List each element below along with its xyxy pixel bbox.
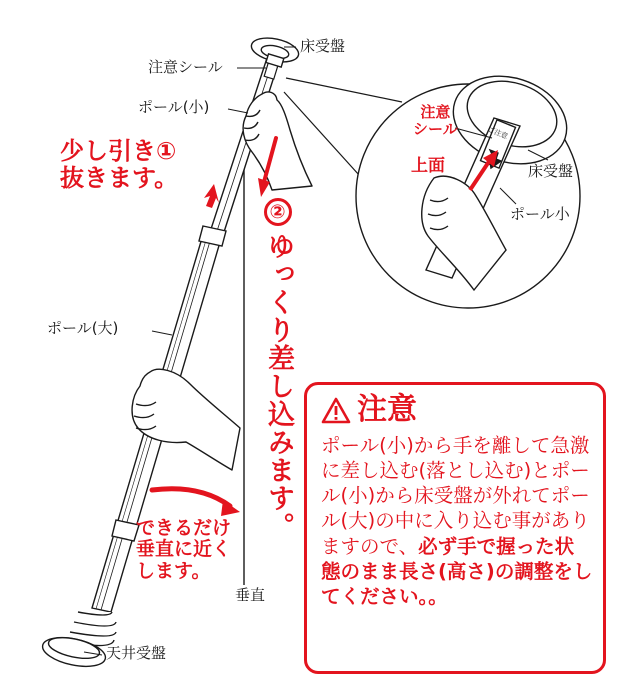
warning-icon — [321, 397, 351, 424]
caution-box — [304, 382, 606, 674]
upper-hand — [243, 92, 312, 190]
inset-sticker-mini: ご注意 — [486, 125, 509, 141]
sticker-label: 注意シール — [148, 58, 223, 76]
inset-sticker-label: 注意 シール — [413, 103, 458, 138]
vertical-adjust-arrow-icon — [152, 489, 240, 516]
inset-floor-pad-label: 床受盤 — [528, 162, 574, 180]
step2-text: ゆっくり差し込みます。 — [263, 232, 294, 540]
pole-large-label: ポール(大) — [47, 319, 119, 337]
step2-number: ② — [264, 198, 292, 226]
step2-instruction — [264, 198, 292, 540]
vertical-label: 垂直 — [235, 586, 266, 604]
caution-body — [321, 433, 593, 609]
vertical-hint: できるだけ 垂直に近く します。 — [136, 517, 232, 582]
ceiling-pad-bottom — [40, 612, 116, 671]
step1-instruction: 少し引き① 抜きます。 — [60, 137, 179, 192]
pull-arrow-icon — [204, 184, 219, 208]
floor-pad-label: 床受盤 — [300, 37, 346, 55]
floor-pad-top — [249, 34, 301, 67]
inset-top-label: 上面 — [411, 156, 445, 176]
caution-emphasis: 必ず手で握った状態のまま長さ(高さ)の調整をしてください。。 — [321, 534, 593, 608]
pole-small-label: ポール(小) — [138, 98, 210, 116]
caution-title: 注意 — [357, 392, 417, 427]
caution-text: ポール(小)から手を離して急激に差し込む(落とし込む)とポール(小)から床受盤が外れてポール(大)の中に入り込む事がありますので、 — [321, 434, 590, 558]
inset-pole-label: ポール小 — [510, 205, 570, 223]
ceiling-pad-label: 天井受盤 — [106, 644, 167, 662]
